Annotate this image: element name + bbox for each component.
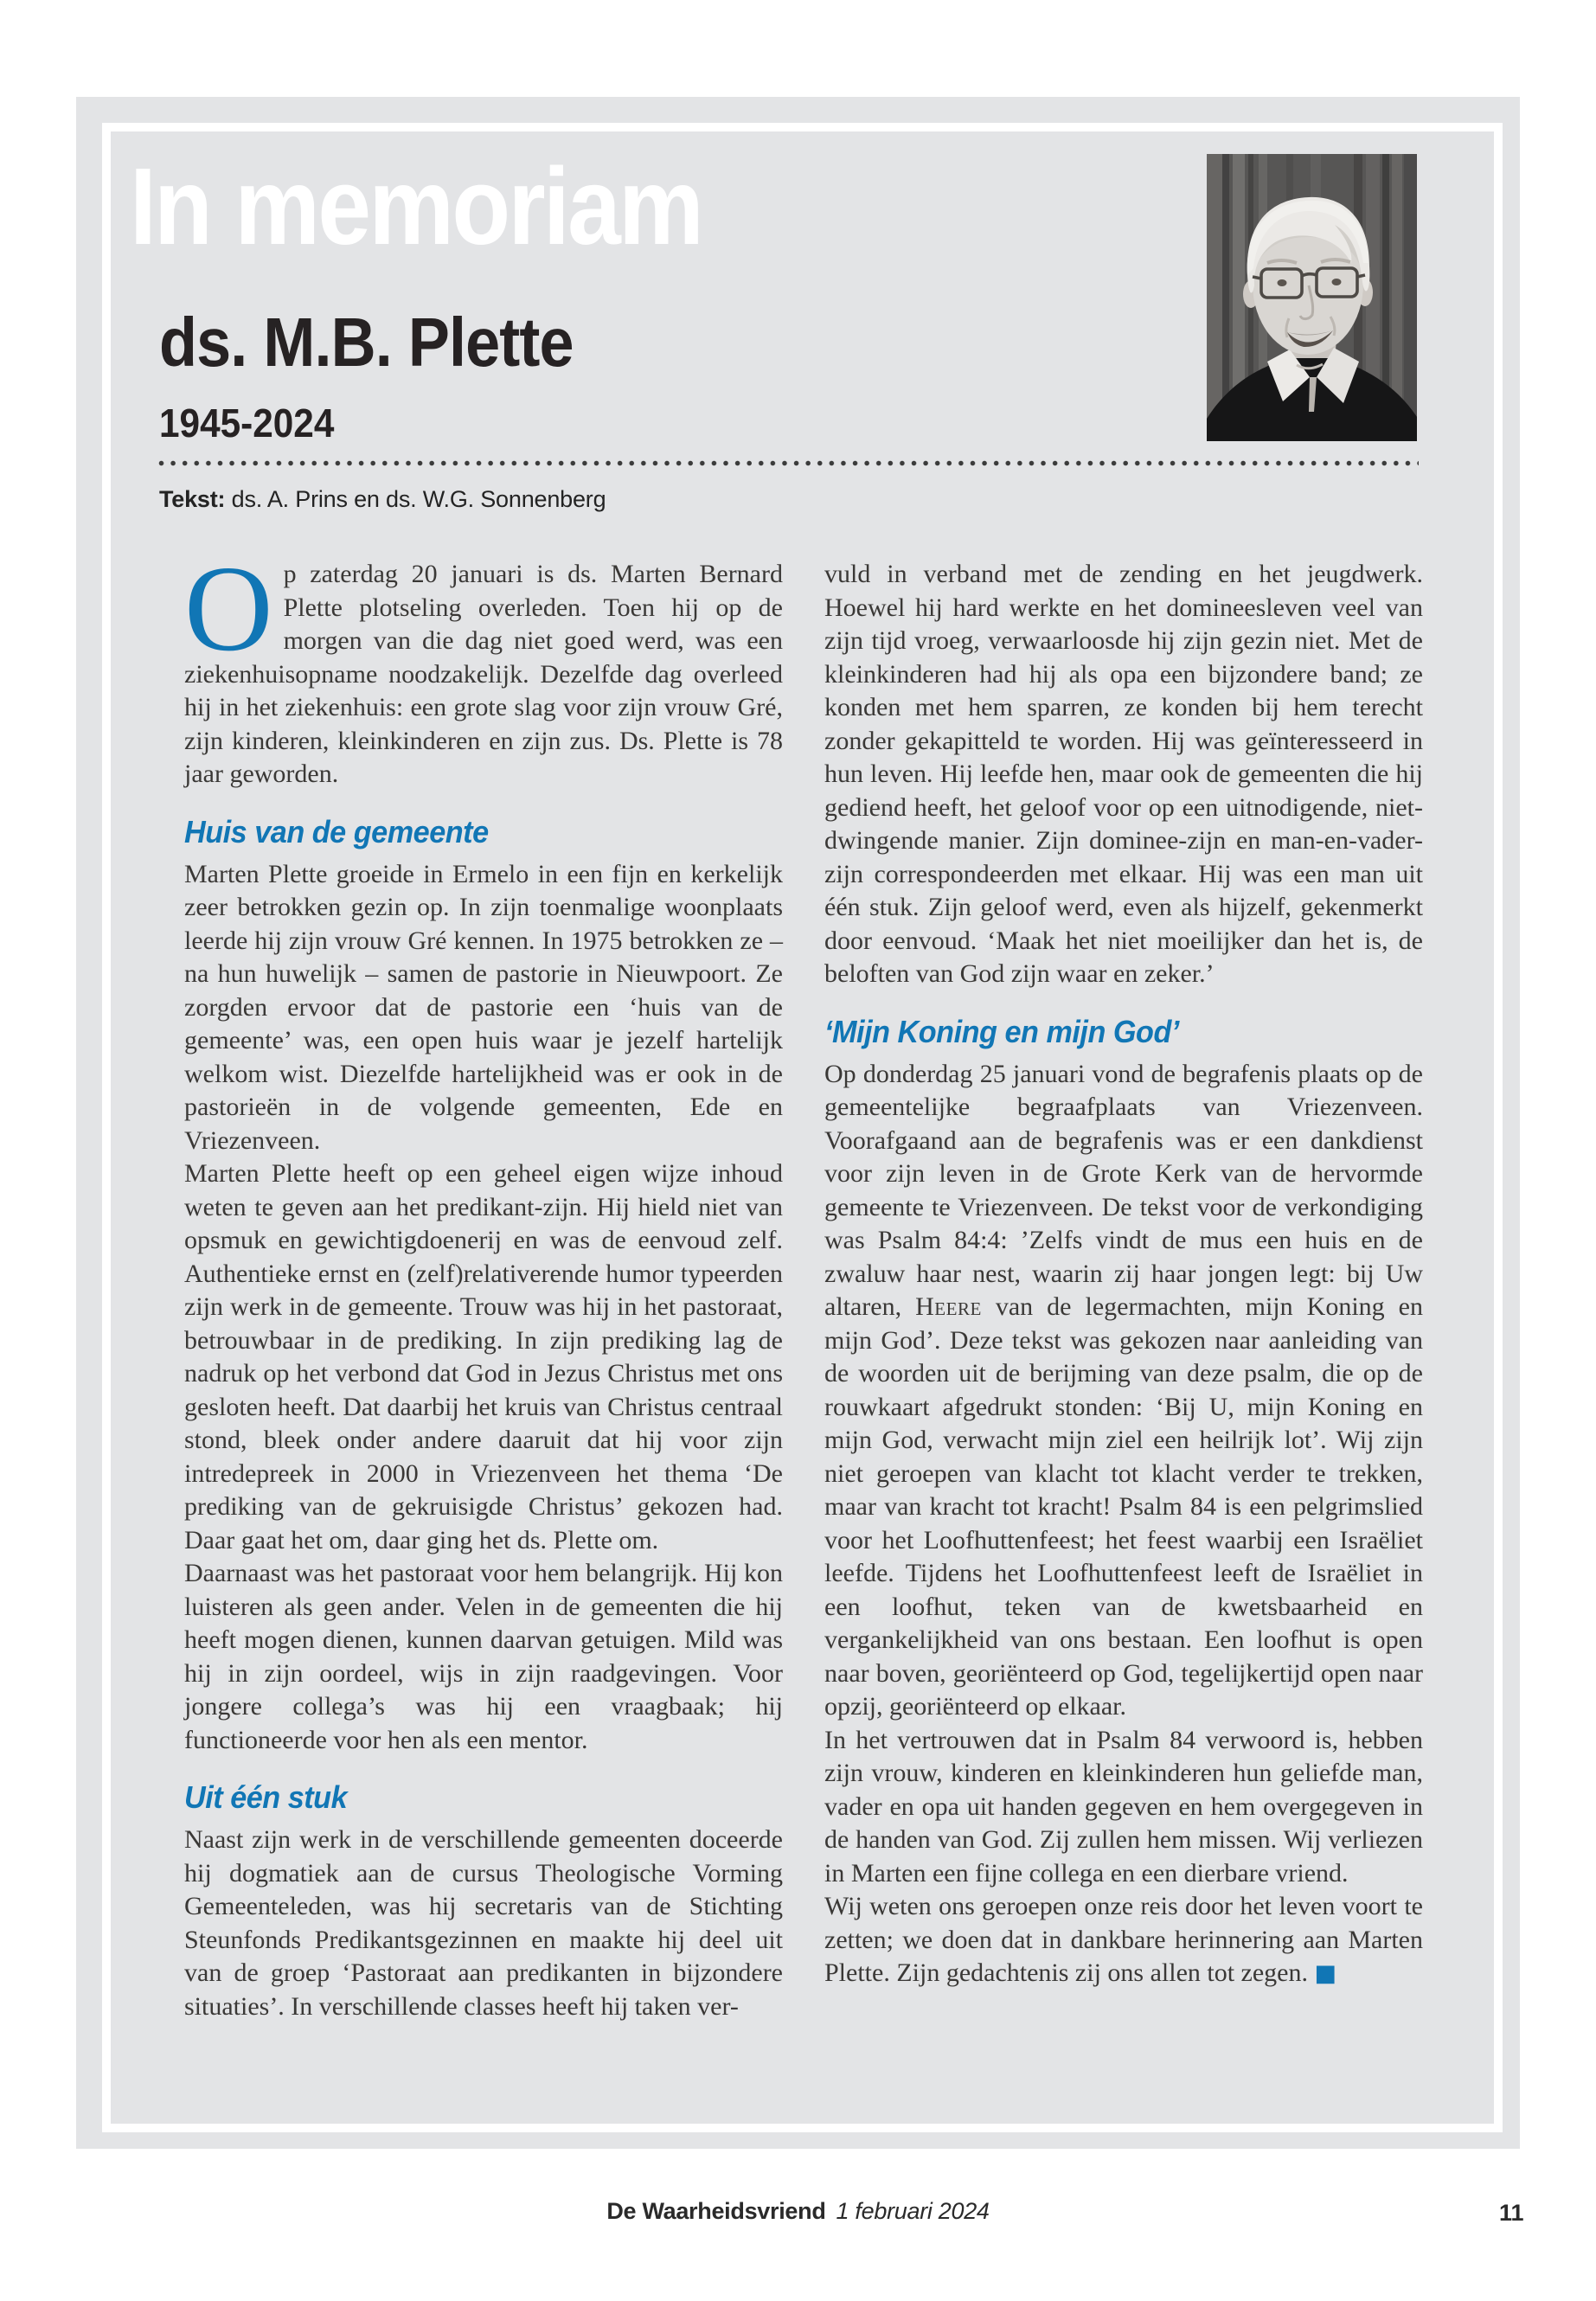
- byline-label: Tekst:: [159, 486, 226, 512]
- intro-text: p zaterdag 20 januari is ds. Marten Bernard Plette plotseling overleden. Toen hij op de morgen van die dag niet goed werd, was een ziekenhuisopname noodzakelijk. Dezelfde dag overleed hij in het ziekenhuis: een grote slag voor zijn vrouw Gré, zijn kinderen, kleinkinderen en zijn zus. Ds. Plette is 78 jaar geworden.: [184, 560, 783, 788]
- issue-date: 1 februari 2024: [836, 2198, 990, 2224]
- byline-authors: ds. A. Prins en ds. W.G. Sonnenberg: [231, 486, 606, 512]
- closing-text: Wij weten ons geroepen onze reis door het leven voort te zetten; we doen dat in dankbare herinnering aan Marten Plette. Zijn gedachtenis zij ons allen tot zegen.: [824, 1892, 1423, 1987]
- paragraph: Op donderdag 25 januari vond de begrafenis plaats op de gemeentelijke begraafplaats van Vriezenveen. Voorafgaand aan de begrafenis was er een dankdienst voor zijn leven in de Grote Kerk van de hervormde gemeente te Vriezenveen. De tekst voor de verkondiging was Psalm 84:4: ’Zelfs vindt de mus een huis en de zwaluw haar nest, waarin zij haar jongen legt: bij Uw altaren, Heere van de legermachten, mijn Koning en mijn God’. Deze tekst was gekozen naar aanleiding van de woorden uit de berijming van deze psalm, die op de rouwkaart afgedrukt stonden: ‘Bij U, mijn Koning en mijn God, verwacht mijn ziel een heilrijk lot’. Wij zijn niet geroepen van klacht tot klacht verder te trekken, maar van kracht tot kracht! Psalm 84 is een pelgrimslied voor het Loofhuttenfeest; het feest waarbij een Israëliet leefde. Tijdens het Loofhuttenfeest leeft de Israëliet in een loofhut, teken van de kwetsbaarheid en vergankelijkheid van ons bestaan. Een loofhut is open naar boven, georiënteerd op God, tegelijkertijd open naar opzij, georiënteerd op elkaar.: [824, 1059, 1423, 1721]
- section-heading-uit-een-stuk: Uit één stuk: [184, 1779, 348, 1815]
- rubric-title: In memoriam: [130, 145, 702, 267]
- footer: [0, 2198, 1596, 2225]
- left-column: [184, 540, 783, 2023]
- article-title: ds. M.B. Plette: [159, 304, 574, 381]
- portrait-photo: [1207, 154, 1417, 441]
- byline: [159, 486, 606, 513]
- section-heading-huis-van-de-gemeente: Huis van de gemeente: [184, 813, 489, 849]
- paragraph: Daarnaast was het pastoraat voor hem belangrijk. Hij kon luisteren als geen ander. Velen in de gemeenten die hij heeft mogen dienen, kunnen daarvan getuigen. Mild was hij in zijn oordeel, wijs in zijn raadgevingen. Voor jongere collega’s was hij een vraagbaak; hij functioneerde voor hen als een mentor.: [184, 1559, 783, 1754]
- paragraph: In het vertrouwen dat in Psalm 84 verwoord is, hebben zijn vrouw, kinderen en kleinkinderen hun geliefde man, vader en opa uit handen gegeven en hem overgegeven in de handen van God. Zij zullen hem missen. Wij verliezen in Marten een fijne collega en een dierbare vriend.: [824, 1725, 1423, 1888]
- paragraph: Marten Plette heeft op een geheel eigen wijze inhoud weten te geven aan het predikant-zijn. Hij hield niet van opsmuk en gewichtigdoenerij en was de eenvoud zelf. Authentieke ernst en (zelf)relativerende humor typeerden zijn werk in de gemeente. Trouw was hij in het pastoraat, betrouwbaar in de prediking. In zijn prediking lag de nadruk op het verbond dat God in Jezus Christus met ons gesloten heeft. Dat daarbij het kruis van Christus centraal stond, bleek onder andere daaruit dat hij voor zijn intredepreek in 2000 in Vriezenveen het thema ‘De prediking van de gekruisigde Christus’ gekozen had. Daar gaat het om, daar ging het ds. Plette om.: [184, 1159, 783, 1554]
- intro-paragraph: [184, 540, 783, 792]
- closing-paragraph: [824, 1890, 1423, 1991]
- drop-cap: O: [184, 540, 273, 676]
- magazine-name: De Waarheidsvriend: [606, 2198, 826, 2224]
- life-years: 1945-2024: [159, 401, 335, 445]
- section-heading-mijn-koning-en-mijn-god: ‘Mijn Koning en mijn God’: [824, 1013, 1179, 1049]
- paragraph: vuld in verband met de zending en het jeugdwerk. Hoewel hij hard werkte en het domineesleven veel van zijn tijd vroeg, verwaarloosde hij zijn gezin niet. Met de kleinkinderen had hij als opa een bijzondere band; ze konden met hem sparren, ze konden bij hem terecht zonder gekapitteld te worden. Hij was geïnteresseerd in hun leven. Hij leefde hen, maar ook de gemeenten die hij gediend heeft, het geloof voor op een uitnodigende, niet-dwingende manier. Zijn dominee-zijn en man-en-vader-zijn correspondeerden met elkaar. Hij was een man uit één stuk. Zijn geloof werd, even als hijzelf, gekenmerkt door eenvoud. ‘Maak het niet moeilijker dan het is, de beloften van God zijn waar en zeker.’: [824, 560, 1423, 988]
- page-number: 11: [1499, 2200, 1524, 2226]
- right-column: [824, 558, 1423, 1991]
- end-of-article-marker: ■: [1314, 1960, 1337, 1987]
- paragraph: Naast zijn werk in de verschillende gemeenten doceerde hij dogmatiek aan de cursus Theologische Vorming Gemeenteleden, was hij secretaris van de Stichting Steunfonds Predikantsgezinnen en maakte hij deel uit van de groep ‘Pastoraat aan predikanten in bijzondere situaties’. In verschillende classes heeft hij taken ver-: [184, 1825, 783, 2021]
- dotted-divider: [158, 460, 1419, 467]
- paragraph: Marten Plette groeide in Ermelo in een fijn en kerkelijk zeer betrokken gezin op. In zijn toenmalige woonplaats leerde hij zijn vrouw Gré kennen. In 1975 betrokken ze – na hun huwelijk – samen de pastorie in Nieuwpoort. Ze zorgden ervoor dat de pastorie een ‘huis van de gemeente’ was, een open huis waar je jezelf hartelijk welkom wist. Diezelfde hartelijkheid was er ook in de pastorieën in de volgende gemeenten, Ede en Vriezenveen.: [184, 859, 783, 1155]
